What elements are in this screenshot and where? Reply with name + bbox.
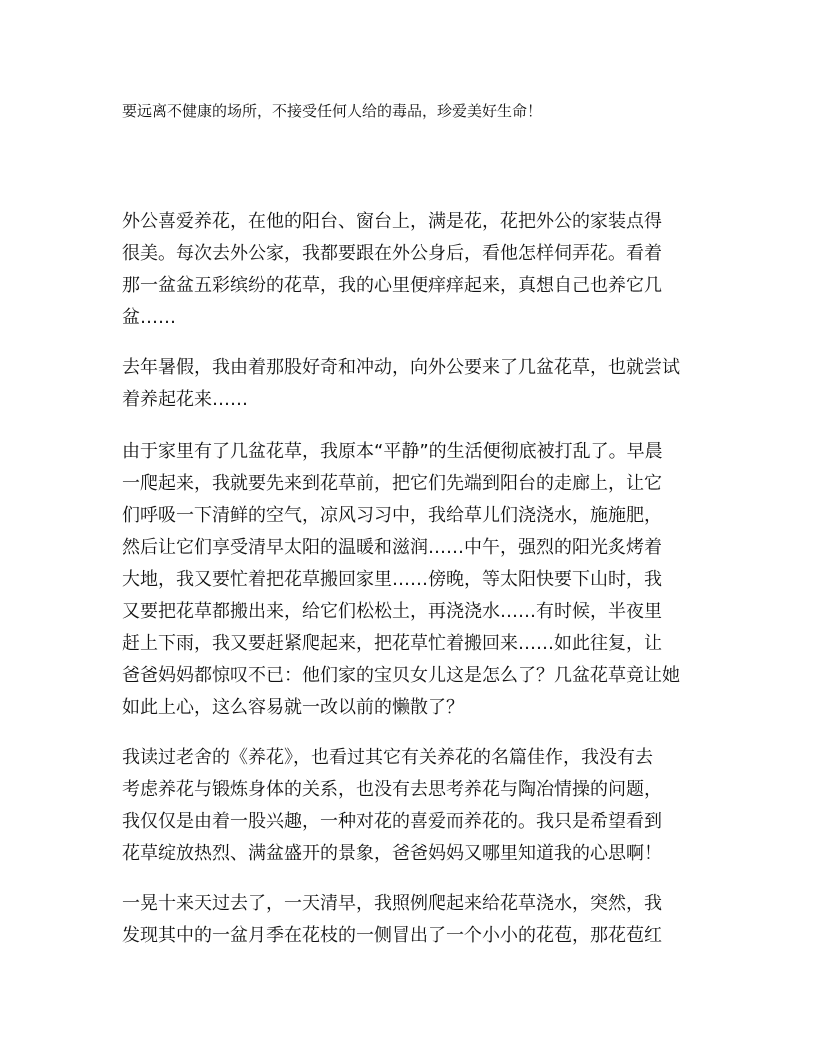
paragraph-3-line-5: 大地，我又要忙着把花草搬回家里……傍晚，等太阳快要下山时，我 bbox=[122, 569, 662, 590]
paragraph-3-line-2: 一爬起来，我就要先来到花草前，把它们先端到阳台的走廊上，让它 bbox=[122, 473, 662, 494]
paragraph-3-line-6: 又要把花草都搬出来，给它们松松土，再浇浇水……有时候，半夜里 bbox=[122, 601, 662, 622]
paragraph-3-line-3: 们呼吸一下清鲜的空气，凉风习习中，我给草儿们浇浇水，施施肥， bbox=[122, 505, 662, 526]
paragraph-4-line-1: 我读过老舍的《养花》，也看过其它有关养花的名篇佳作，我没有去 bbox=[122, 747, 653, 768]
paragraph-4-line-3: 我仅仅是由着一股兴趣，一种对花的喜爱而养花的。我只是希望看到 bbox=[122, 811, 662, 832]
intro-line: 要远离不健康的场所，不接受任何人给的毒品，珍爱美好生命！ bbox=[122, 102, 543, 120]
paragraph-3-line-8: 爸爸妈妈都惊叹不已：他们家的宝贝女儿这是怎么了？几盆花草竟让她 bbox=[122, 665, 680, 686]
paragraph-1-line-3: 那一盆盆五彩缤纷的花草，我的心里便痒痒起来，真想自己也养它几 bbox=[122, 275, 662, 296]
paragraph-1-line-2: 很美。每次去外公家，我都要跟在外公身后，看他怎样伺弄花。看着 bbox=[122, 243, 662, 264]
paragraph-5-line-2: 发现其中的一盆月季在花枝的一侧冒出了一个小小的花苞，那花苞红 bbox=[122, 925, 662, 946]
paragraph-1-line-4: 盆…… bbox=[122, 307, 176, 328]
paragraph-3-line-1: 由于家里有了几盆花草，我原本“平静”的生活便彻底被打乱了。早晨 bbox=[122, 441, 663, 462]
paragraph-3-line-4: 然后让它们享受清早太阳的温暖和滋润……中午，强烈的阳光炙烤着 bbox=[122, 537, 662, 558]
paragraph-3-line-7: 赶上下雨，我又要赶紧爬起来，把花草忙着搬回来……如此往复，让 bbox=[122, 633, 662, 654]
paragraph-4-line-4: 花草绽放热烈、满盆盛开的景象，爸爸妈妈又哪里知道我的心思啊！ bbox=[122, 843, 662, 864]
paragraph-5-line-1: 一晃十来天过去了，一天清早，我照例爬起来给花草浇水，突然，我 bbox=[122, 893, 662, 914]
paragraph-4-line-2: 考虑养花与锻炼身体的关系，也没有去思考养花与陶冶情操的问题， bbox=[122, 779, 662, 800]
paragraph-2-line-2: 着养起花来…… bbox=[122, 389, 248, 410]
paragraph-2-line-1: 去年暑假，我由着那股好奇和冲动，向外公要来了几盆花草，也就尝试 bbox=[122, 357, 680, 378]
paragraph-3-line-9: 如此上心，这么容易就一改以前的懒散了？ bbox=[122, 697, 464, 718]
paragraph-1-line-1: 外公喜爱养花，在他的阳台、窗台上，满是花，花把外公的家装点得 bbox=[122, 211, 662, 232]
